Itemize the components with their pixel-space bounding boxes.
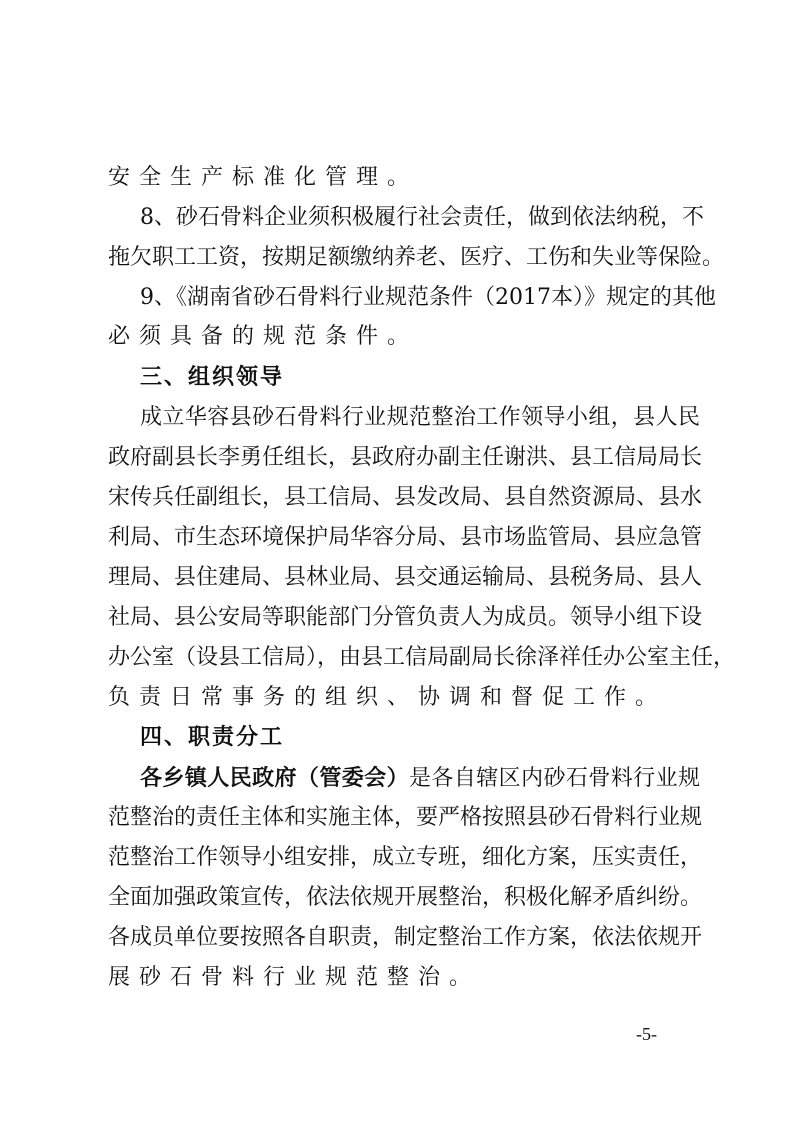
text-line: 利局、市生态环境保护局华容分局、县市场监管局、县应急管 — [108, 525, 703, 550]
text-run: 是各自辖区内砂石骨料行业规 — [409, 766, 700, 791]
text-line: 范整治工作领导小组安排，成立专班，细化方案，压实责任， — [108, 845, 703, 870]
text-line: 社局、县公安局等职能部门分管负责人为成员。领导小组下设 — [108, 605, 703, 630]
text-line: 全面加强政策宣传，依法依规开展整治，积极化解矛盾纠纷。 — [108, 885, 703, 910]
text-line: 成立华容县砂石骨料行业规范整治工作领导小组，县人民 — [140, 405, 700, 430]
text-line: 负责日常事务的组织、协调和督促工作。 — [108, 685, 667, 710]
text-line: 理局、县住建局、县林业局、县交通运输局、县税务局、县人 — [108, 565, 703, 590]
section-heading: 四、职责分工 — [140, 725, 285, 750]
section-heading: 三、组织领导 — [140, 365, 285, 390]
text-line: 政府副县长李勇任组长，县政府办副主任谢洪、县工信局局长 — [108, 445, 703, 470]
text-line: 安全生产标准化管理。 — [108, 165, 419, 190]
text-line: 宋传兵任副组长，县工信局、县发改局、县自然资源局、县水 — [108, 485, 703, 510]
text-line: 办公室（设县工信局），由县工信局副局长徐泽祥任办公室主任， — [108, 645, 736, 670]
text-line: 8、砂石骨料企业须积极履行社会责任，做到依法纳税，不 — [140, 205, 704, 230]
page-number: -5- — [636, 1024, 657, 1044]
text-line: 展砂石骨料行业规范整治。 — [108, 965, 481, 990]
text-line — [140, 758, 700, 798]
text-line: 必须具备的规范条件。 — [108, 324, 419, 349]
text-line: 拖欠职工工资，按期足额缴纳养老、医疗、工伤和失业等保险。 — [108, 245, 725, 270]
bold-lead: 各乡镇人民政府（管委会） — [140, 765, 409, 791]
text-line: 9、《湖南省砂石骨料行业规范条件（2017本）》规定的其他 — [140, 285, 716, 310]
text-line: 范整治的责任主体和实施主体，要严格按照县砂石骨料行业规 — [108, 805, 703, 830]
text-line: 各成员单位要按照各自职责，制定整治工作方案，依法依规开 — [108, 925, 703, 950]
